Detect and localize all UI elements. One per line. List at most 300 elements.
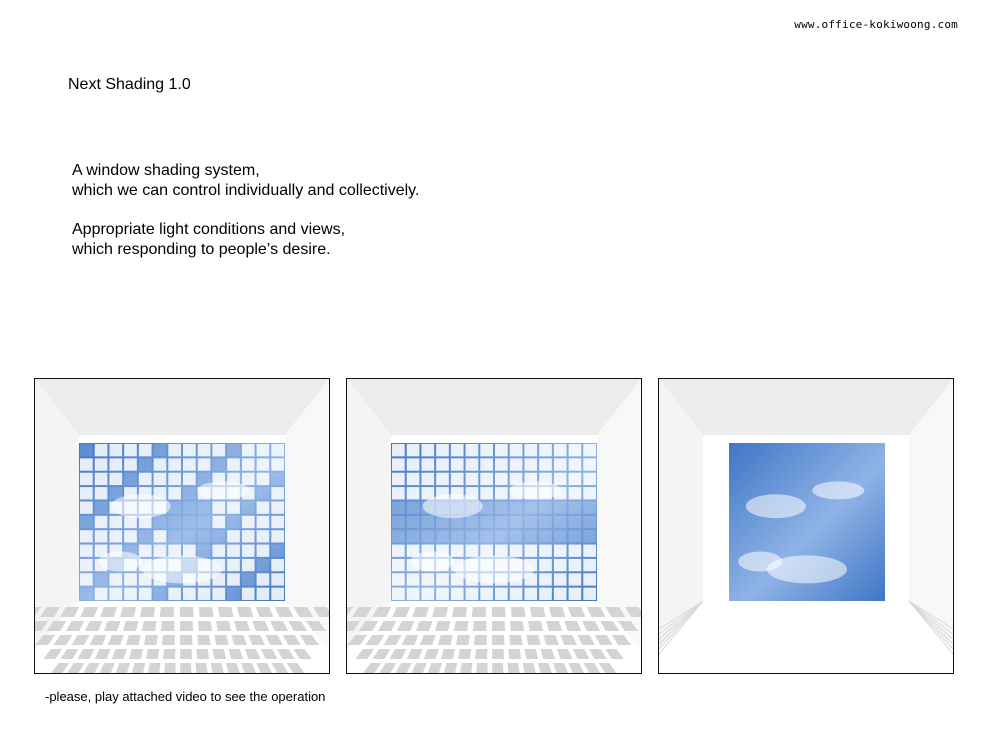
- shading-louver: [510, 516, 523, 528]
- shading-louver: [183, 588, 196, 600]
- shading-louver: [451, 530, 464, 542]
- shading-louver: [583, 573, 596, 585]
- shading-louver: [451, 516, 464, 528]
- shading-louver: [183, 444, 196, 456]
- shading-louver: [80, 573, 93, 585]
- shading-louver: [154, 559, 167, 571]
- shading-louver: [436, 458, 449, 470]
- shading-louver: [139, 530, 152, 542]
- floor-light-stripe: [528, 621, 543, 631]
- shading-louver: [154, 444, 167, 456]
- shading-louver: [569, 573, 582, 585]
- shading-louver: [109, 516, 122, 528]
- panel-band-shading: [346, 378, 642, 674]
- shading-louver: [109, 458, 122, 470]
- shading-louver: [183, 458, 196, 470]
- shading-louver: [124, 588, 137, 600]
- shading-louver: [539, 473, 552, 485]
- floor-light-stripe: [458, 649, 471, 659]
- description-line: which we can control individually and collectively.: [72, 182, 420, 199]
- shading-louver: [466, 588, 479, 600]
- shading-louver: [242, 588, 255, 600]
- floor-light-stripe: [492, 621, 505, 631]
- shading-louver: [392, 588, 405, 600]
- shading-louver: [242, 473, 255, 485]
- shading-louver: [257, 473, 270, 485]
- shading-louver: [109, 545, 122, 557]
- shading-louver: [271, 458, 284, 470]
- floor-light-stripe: [492, 607, 506, 617]
- shading-louver: [139, 545, 152, 557]
- shading-louver: [466, 573, 479, 585]
- floor-light-stripe: [214, 635, 228, 645]
- shading-louver: [271, 516, 284, 528]
- floor-light-stripe: [456, 635, 470, 645]
- shading-louver: [168, 588, 181, 600]
- shading-louver: [271, 487, 284, 499]
- shading-louver: [569, 458, 582, 470]
- ceiling: [347, 379, 641, 435]
- shading-louver: [495, 458, 508, 470]
- room-render-band: [347, 379, 641, 673]
- shading-louver: [466, 487, 479, 499]
- stacked-louver-right: [903, 445, 906, 599]
- panel-open-shading: [658, 378, 954, 674]
- shading-louver: [569, 444, 582, 456]
- page-title: Next Shading 1.0: [68, 76, 191, 93]
- shading-louver: [80, 458, 93, 470]
- shading-louver: [421, 458, 434, 470]
- shading-louver: [227, 458, 240, 470]
- shading-louver: [569, 530, 582, 542]
- shading-louver: [407, 588, 420, 600]
- shading-louver: [495, 573, 508, 585]
- shading-louver: [183, 530, 196, 542]
- shading-louver: [451, 588, 464, 600]
- shading-louver: [80, 559, 93, 571]
- shading-louver: [198, 501, 211, 513]
- shading-louver: [407, 530, 420, 542]
- shading-louver: [421, 473, 434, 485]
- floor-light-stripe: [180, 621, 193, 631]
- shading-louver: [154, 516, 167, 528]
- floor-light-stripe: [180, 649, 192, 659]
- shading-louver: [583, 473, 596, 485]
- shading-louver: [109, 588, 122, 600]
- shading-louver: [510, 473, 523, 485]
- floor-light-stripe: [476, 663, 488, 673]
- shading-louver: [95, 516, 108, 528]
- floor-light-stripe: [510, 621, 524, 631]
- shading-louver: [451, 573, 464, 585]
- floor-light-stripe: [195, 663, 207, 673]
- stacked-louver-left: [726, 445, 729, 599]
- shading-louver: [539, 516, 552, 528]
- stacked-louver-left: [716, 445, 719, 599]
- shading-louver: [124, 487, 137, 499]
- shading-louver: [257, 559, 270, 571]
- shading-louver: [407, 516, 420, 528]
- panel-individual-shading: [34, 378, 330, 674]
- floor-light-stripe: [474, 635, 487, 645]
- shading-louver: [242, 487, 255, 499]
- shading-louver: [480, 545, 493, 557]
- shading-louver: [554, 588, 567, 600]
- floor-light-stripe: [144, 635, 158, 645]
- shading-louver: [154, 588, 167, 600]
- shading-louver: [242, 559, 255, 571]
- shading-louver: [124, 559, 137, 571]
- shading-louver: [139, 516, 152, 528]
- shading-louver: [95, 573, 108, 585]
- floor-light-stripe: [473, 621, 487, 631]
- shading-louver: [257, 501, 270, 513]
- stacked-louver-right: [906, 445, 909, 599]
- shading-louver: [124, 444, 137, 456]
- shading-louver: [392, 444, 405, 456]
- shading-louver: [421, 530, 434, 542]
- shading-louver: [569, 501, 582, 513]
- floor-light-stripe: [180, 607, 194, 617]
- shading-louver: [109, 501, 122, 513]
- shading-louver: [392, 573, 405, 585]
- shading-louver: [80, 588, 93, 600]
- shading-louver: [242, 516, 255, 528]
- shading-louver: [466, 458, 479, 470]
- floor-light-stripe: [146, 649, 159, 659]
- shading-louver: [466, 559, 479, 571]
- shading-louver: [124, 516, 137, 528]
- shading-louver: [257, 573, 270, 585]
- shading-louver: [109, 473, 122, 485]
- shading-louver: [257, 545, 270, 557]
- shading-louver: [583, 516, 596, 528]
- stacked-louver-right: [896, 445, 899, 599]
- shading-louver: [583, 545, 596, 557]
- shading-louver: [139, 559, 152, 571]
- shading-louver: [198, 588, 211, 600]
- shading-louver: [495, 487, 508, 499]
- shading-louver: [198, 530, 211, 542]
- shading-louver: [569, 516, 582, 528]
- cloud: [746, 494, 806, 518]
- shading-louver: [569, 473, 582, 485]
- shading-louver: [539, 559, 552, 571]
- shading-louver: [554, 559, 567, 571]
- shading-louver: [154, 458, 167, 470]
- shading-louver: [466, 444, 479, 456]
- shading-louver: [583, 458, 596, 470]
- shading-louver: [124, 473, 137, 485]
- shading-louver: [242, 444, 255, 456]
- shading-louver: [80, 473, 93, 485]
- description-line: A window shading system,: [72, 162, 260, 179]
- shading-louver: [271, 588, 284, 600]
- shading-louver: [480, 588, 493, 600]
- shading-louver: [392, 545, 405, 557]
- shading-louver: [421, 588, 434, 600]
- stacked-louver-right: [899, 445, 902, 599]
- stacked-louver-left: [723, 445, 726, 599]
- shading-louver: [154, 573, 167, 585]
- shading-louver: [212, 444, 225, 456]
- shading-louver: [242, 530, 255, 542]
- shading-louver: [95, 559, 108, 571]
- floor-light-stripe: [454, 621, 469, 631]
- shading-louver: [480, 516, 493, 528]
- description-line: which responding to people’s desire.: [72, 241, 331, 258]
- shading-louver: [242, 545, 255, 557]
- shading-louver: [95, 501, 108, 513]
- shading-louver: [257, 458, 270, 470]
- shading-louver: [554, 473, 567, 485]
- shading-louver: [554, 501, 567, 513]
- shading-louver: [198, 545, 211, 557]
- floor-light-stripe: [460, 663, 473, 673]
- shading-louver: [569, 559, 582, 571]
- shading-louver: [407, 559, 420, 571]
- shading-louver: [436, 545, 449, 557]
- shading-louver: [407, 501, 420, 513]
- floor-light-stripe: [511, 607, 526, 617]
- shading-louver: [212, 501, 225, 513]
- shading-louver: [227, 516, 240, 528]
- shading-louver: [436, 501, 449, 513]
- shading-louver: [271, 545, 284, 557]
- shading-louver: [539, 444, 552, 456]
- shading-louver: [451, 559, 464, 571]
- shading-louver: [139, 444, 152, 456]
- shading-louver: [510, 559, 523, 571]
- shading-louver: [451, 487, 464, 499]
- shading-louver: [154, 530, 167, 542]
- shading-louver: [227, 501, 240, 513]
- shading-louver: [212, 545, 225, 557]
- shading-louver: [539, 530, 552, 542]
- shading-louver: [198, 516, 211, 528]
- shading-louver: [80, 444, 93, 456]
- shading-louver: [407, 458, 420, 470]
- floor-light-stripe: [198, 621, 212, 631]
- shading-louver: [495, 588, 508, 600]
- shading-louver: [183, 559, 196, 571]
- shading-louver: [124, 545, 137, 557]
- shading-louver: [510, 444, 523, 456]
- shading-louver: [242, 458, 255, 470]
- shading-louver: [539, 487, 552, 499]
- floor-light-stripe: [160, 607, 174, 617]
- shading-louver: [257, 487, 270, 499]
- shading-louver: [539, 458, 552, 470]
- floor-light-stripe: [162, 635, 175, 645]
- shading-louver: [539, 588, 552, 600]
- shading-louver: [524, 530, 537, 542]
- shading-louver: [554, 458, 567, 470]
- website-url: www.office-kokiwoong.com: [794, 18, 958, 31]
- shading-louver: [466, 545, 479, 557]
- shading-louver: [524, 444, 537, 456]
- shading-louver: [583, 530, 596, 542]
- shading-louver: [271, 530, 284, 542]
- ceiling: [35, 379, 329, 435]
- shading-louver: [466, 473, 479, 485]
- shading-louver: [421, 516, 434, 528]
- shading-louver: [257, 444, 270, 456]
- shading-louver: [271, 501, 284, 513]
- shading-louver: [80, 530, 93, 542]
- shading-louver: [139, 487, 152, 499]
- shading-louver: [168, 545, 181, 557]
- stacked-louver-left: [712, 445, 715, 599]
- shading-louver: [80, 516, 93, 528]
- shading-louver: [554, 530, 567, 542]
- shading-louver: [583, 444, 596, 456]
- shading-louver: [227, 588, 240, 600]
- shading-louver: [569, 545, 582, 557]
- shading-louver: [109, 530, 122, 542]
- floor-light-stripe: [526, 635, 540, 645]
- shading-louver: [480, 501, 493, 513]
- shading-louver: [271, 559, 284, 571]
- shading-louver: [392, 530, 405, 542]
- shading-louver: [569, 487, 582, 499]
- floor-light-stripe: [216, 621, 231, 631]
- floor-light-stripe: [218, 607, 234, 617]
- shading-louver: [212, 458, 225, 470]
- floor-light-stripe: [508, 649, 521, 659]
- shading-louver: [227, 530, 240, 542]
- shading-louver: [466, 501, 479, 513]
- shading-louver: [183, 573, 196, 585]
- shading-louver: [139, 588, 152, 600]
- shading-louver: [451, 473, 464, 485]
- shading-louver: [109, 573, 122, 585]
- shading-louver: [124, 501, 137, 513]
- shading-louver: [95, 444, 108, 456]
- shading-louver: [227, 573, 240, 585]
- shading-louver: [212, 473, 225, 485]
- shading-louver: [421, 545, 434, 557]
- shading-louver: [198, 458, 211, 470]
- floor-light-stripe: [492, 663, 503, 673]
- stacked-louver-right: [892, 445, 895, 599]
- shading-louver: [154, 487, 167, 499]
- shading-louver: [583, 588, 596, 600]
- shading-louver: [554, 487, 567, 499]
- shading-louver: [524, 516, 537, 528]
- shading-louver: [227, 487, 240, 499]
- shading-louver: [168, 458, 181, 470]
- shading-louver: [95, 545, 108, 557]
- shading-louver: [212, 487, 225, 499]
- shading-louver: [392, 458, 405, 470]
- shading-louver: [583, 501, 596, 513]
- shading-louver: [168, 444, 181, 456]
- stacked-louver-left: [705, 445, 708, 599]
- shading-louver: [451, 545, 464, 557]
- shading-louver: [436, 516, 449, 528]
- shading-louver: [168, 559, 181, 571]
- shading-louver: [168, 530, 181, 542]
- shading-louver: [407, 473, 420, 485]
- shading-louver: [510, 545, 523, 557]
- shading-louver: [510, 530, 523, 542]
- shading-louver: [510, 501, 523, 513]
- floor-light-stripe: [163, 649, 175, 659]
- shading-louver: [421, 487, 434, 499]
- shading-louver: [80, 545, 93, 557]
- shading-louver: [198, 487, 211, 499]
- shading-louver: [198, 444, 211, 456]
- shading-louver: [392, 501, 405, 513]
- shading-louver: [524, 588, 537, 600]
- shading-louver: [421, 573, 434, 585]
- shading-louver: [227, 444, 240, 456]
- shading-louver: [168, 516, 181, 528]
- shading-louver: [495, 501, 508, 513]
- shading-louver: [524, 573, 537, 585]
- shading-louver: [480, 530, 493, 542]
- ceiling: [659, 379, 953, 435]
- floor-light-stripe: [475, 649, 487, 659]
- video-caption: -please, play attached video to see the operation: [45, 689, 326, 704]
- shading-louver: [124, 573, 137, 585]
- shading-louver: [407, 487, 420, 499]
- shading-louver: [168, 573, 181, 585]
- shading-louver: [480, 458, 493, 470]
- shading-louver: [583, 487, 596, 499]
- shading-louver: [95, 473, 108, 485]
- shading-louver: [242, 573, 255, 585]
- shading-louver: [212, 516, 225, 528]
- shading-louver: [212, 588, 225, 600]
- shading-louver: [554, 444, 567, 456]
- floor-light-stripe: [492, 635, 505, 645]
- shading-louver: [524, 487, 537, 499]
- shading-louver: [524, 501, 537, 513]
- shading-louver: [212, 559, 225, 571]
- shading-louver: [271, 473, 284, 485]
- shading-louver: [139, 501, 152, 513]
- shading-louver: [183, 473, 196, 485]
- stacked-louver-left: [709, 445, 712, 599]
- shading-louver: [212, 530, 225, 542]
- shading-louver: [466, 530, 479, 542]
- floor-light-stripe: [161, 621, 175, 631]
- shading-louver: [436, 487, 449, 499]
- shading-louver: [183, 516, 196, 528]
- shading-louver: [168, 487, 181, 499]
- shading-louver: [539, 545, 552, 557]
- shading-louver: [554, 545, 567, 557]
- shading-louver: [451, 501, 464, 513]
- shading-louver: [524, 545, 537, 557]
- shading-louver: [271, 444, 284, 456]
- floor-light-stripe: [530, 607, 546, 617]
- shading-louver: [510, 573, 523, 585]
- shading-louver: [183, 487, 196, 499]
- shading-louver: [154, 473, 167, 485]
- shading-louver: [421, 559, 434, 571]
- shading-louver: [554, 573, 567, 585]
- shading-louver: [183, 501, 196, 513]
- shading-louver: [95, 588, 108, 600]
- shading-louver: [407, 545, 420, 557]
- shading-louver: [95, 530, 108, 542]
- description-line: Appropriate light conditions and views,: [72, 221, 346, 238]
- shading-louver: [257, 530, 270, 542]
- shading-louver: [495, 444, 508, 456]
